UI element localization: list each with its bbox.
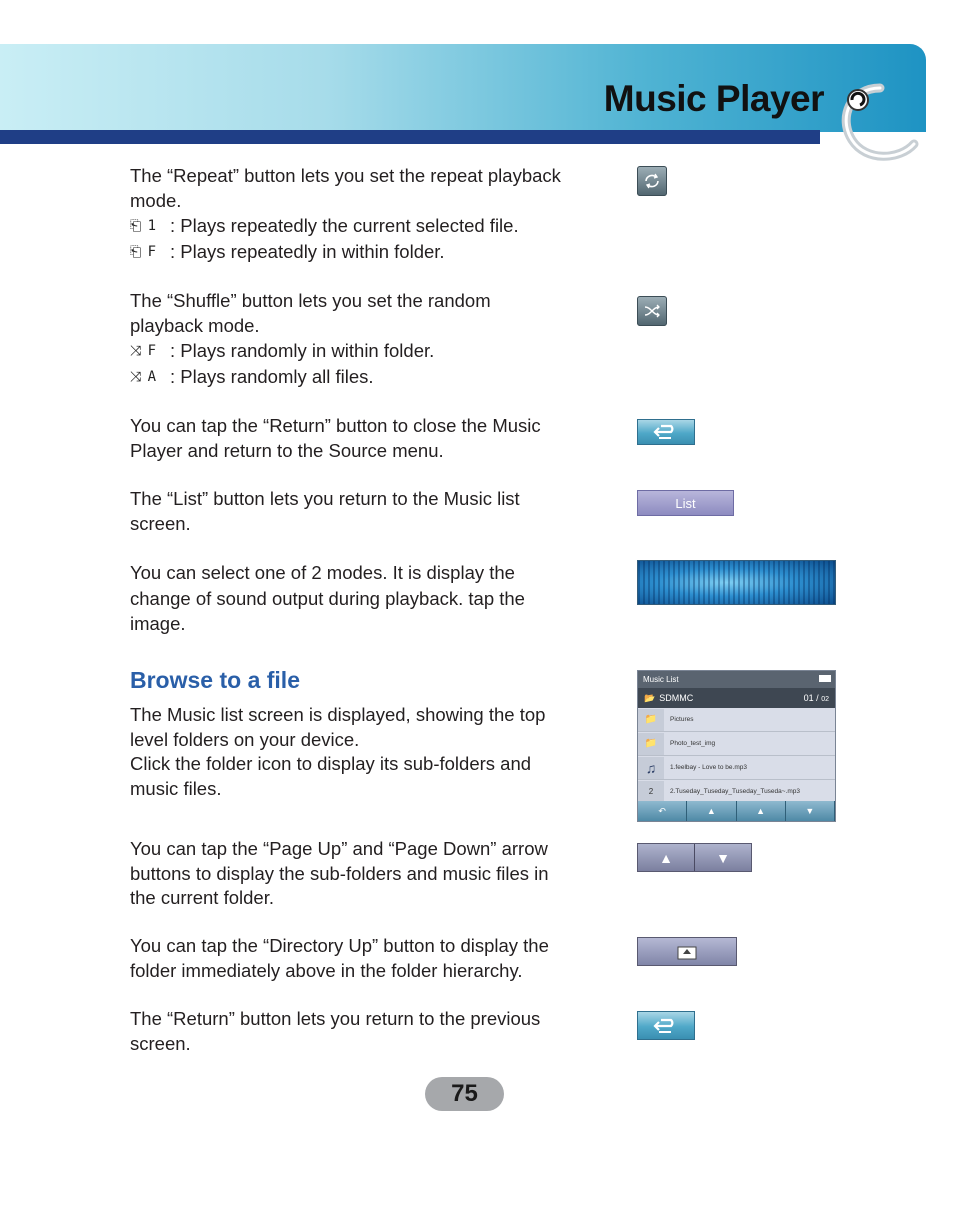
list-line1: The “List” button lets you return to the Music list — [130, 488, 520, 509]
modes-section — [130, 560, 610, 637]
list-item — [638, 708, 835, 732]
return-button-image — [637, 419, 695, 445]
page-current: 01 — [803, 693, 814, 703]
music-list-path: SDMMC — [659, 693, 694, 703]
browse-heading: Browse to a file — [130, 667, 300, 693]
shuffle-desc-line2: playback mode. — [130, 314, 260, 336]
return-arrow-icon: ↶ — [638, 801, 687, 821]
list-line2: screen. — [130, 512, 191, 534]
shuffle-folder-icon: ⤨ F — [130, 342, 156, 359]
list-item-number: 2 — [638, 781, 664, 803]
music-list-toolbar — [638, 801, 835, 821]
shuffle-desc-line1: The “Shuffle” button lets you set the random — [130, 290, 491, 311]
folder-icon: 📁 — [638, 709, 664, 731]
dirup-line1: You can tap the “Directory Up” button to display the — [130, 935, 549, 956]
browse-section — [130, 703, 610, 801]
page-total: 02 — [821, 696, 829, 703]
directory-up-button-image — [637, 937, 737, 966]
battery-icon — [819, 675, 831, 682]
shuffle-button-icon — [637, 296, 667, 326]
page-arrows-image — [637, 843, 752, 872]
page-up-icon: ▲ — [638, 844, 694, 871]
music-list-screenshot — [637, 670, 836, 822]
header-underline-bar — [0, 130, 820, 144]
folder-icon: 📁 — [638, 733, 664, 755]
directory-up-icon — [676, 944, 698, 960]
repeat-mode-one-text: : Plays repeatedly the current selected file. — [170, 214, 519, 236]
music-list-pathbar — [638, 688, 835, 708]
list-button-image: List — [637, 490, 734, 516]
repeat-desc-line1: The “Repeat” button lets you set the repeat playback — [130, 165, 561, 186]
music-list-titlebar — [638, 671, 835, 688]
list-item-label: Photo_test_img — [670, 740, 716, 747]
music-list-title: Music List — [643, 675, 679, 684]
repeat-section — [130, 164, 610, 265]
dirup-line2: folder immediately above in the folder hierarchy. — [130, 959, 523, 981]
repeat-one-icon: ⎗ 1 — [130, 217, 156, 234]
browse-line2: level folders on your device. — [130, 728, 360, 750]
return-previous-section — [130, 1007, 610, 1056]
browse-line3: Click the folder icon to display its sub-folders and — [130, 753, 532, 774]
return-close-line1: You can tap the “Return” button to close the Music — [130, 415, 541, 436]
shuffle-mode-all-text: : Plays randomly all files. — [170, 365, 374, 387]
page-separator: / — [816, 693, 819, 703]
list-item — [638, 732, 835, 756]
repeat-mode-folder — [130, 239, 610, 265]
music-note-icon: ♫ — [638, 757, 664, 779]
page-up-icon: ▲ — [737, 801, 786, 821]
list-item-label: 1.feelbay - Love to be.mp3 — [670, 764, 747, 771]
list-item-label: 2.Tuseday_Tuseday_Tuseday_Tuseda~.mp3 — [670, 788, 801, 795]
modes-line2: change of sound output during playback. tap the — [130, 587, 525, 609]
page-down-icon: ▼ — [786, 801, 835, 821]
swirl-logo-icon — [830, 78, 926, 168]
folder-open-icon: 📂 — [644, 692, 656, 703]
shuffle-mode-all — [130, 364, 610, 390]
paging-line1: You can tap the “Page Up” and “Page Down” arrow — [130, 838, 548, 859]
list-item — [638, 756, 835, 780]
page-down-icon: ▼ — [694, 844, 751, 871]
modes-line1: You can select one of 2 modes. It is display the — [130, 562, 515, 583]
dirup-section — [130, 934, 610, 983]
return-previous-line1: The “Return” button lets you return to the previous — [130, 1008, 541, 1029]
list-item-label: Pictures — [670, 716, 694, 723]
page-title: Music Player — [603, 78, 824, 119]
shuffle-mode-folder — [130, 338, 610, 364]
repeat-button-icon — [637, 166, 667, 196]
repeat-mode-folder-text: : Plays repeatedly in within folder. — [170, 240, 445, 262]
shuffle-section — [130, 289, 610, 390]
shuffle-all-icon: ⤨ A — [130, 368, 156, 385]
return-previous-line2: screen. — [130, 1032, 191, 1054]
return-button-image — [637, 1011, 695, 1040]
return-arrow-icon — [651, 1018, 681, 1034]
modes-line3: image. — [130, 613, 186, 634]
return-close-line2: Player and return to the Source menu. — [130, 439, 444, 461]
paging-line2: buttons to display the sub-folders and music files in — [130, 862, 549, 884]
sound-visualizer-image — [637, 560, 836, 605]
return-arrow-icon — [651, 424, 681, 440]
page-number: 75 — [425, 1077, 504, 1111]
browse-line4: music files. — [130, 777, 222, 799]
repeat-desc-line2: mode. — [130, 189, 182, 211]
paging-section — [130, 837, 610, 911]
music-list-page-indicator — [804, 693, 829, 703]
repeat-mode-one — [130, 213, 610, 239]
list-section — [130, 487, 610, 536]
paging-line3: the current folder. — [130, 887, 274, 908]
return-close-section — [130, 414, 610, 463]
directory-up-icon: ▲ — [687, 801, 736, 821]
shuffle-mode-folder-text: : Plays randomly in within folder. — [170, 339, 435, 361]
repeat-folder-icon: ⎗ F — [130, 243, 156, 260]
browse-line1: The Music list screen is displayed, showing the top — [130, 704, 546, 725]
